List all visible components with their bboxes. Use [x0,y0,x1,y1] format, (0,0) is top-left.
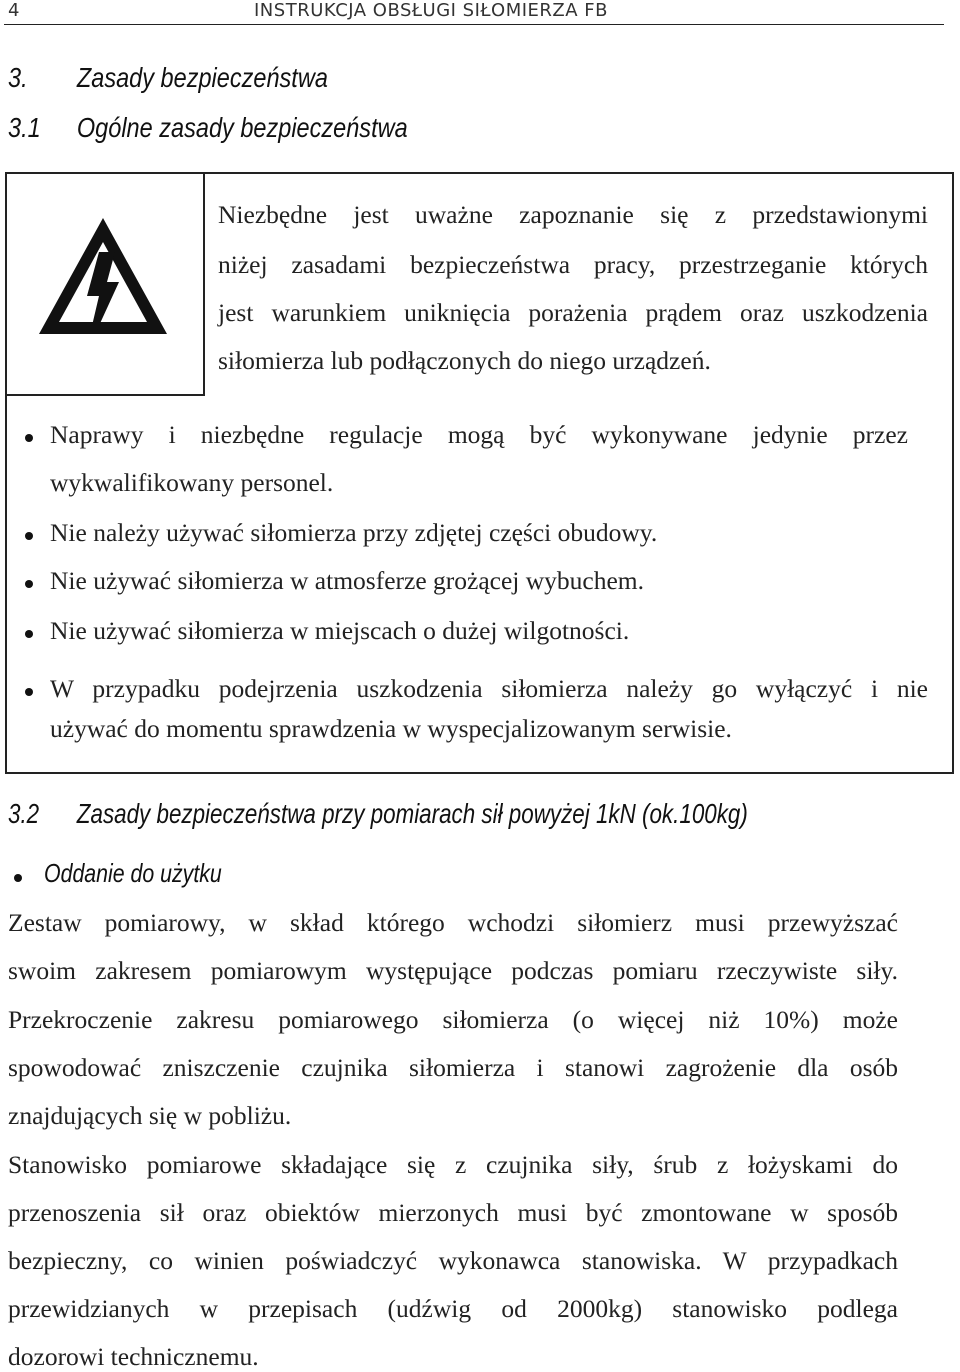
bullet-item-housing: Nie należy używać siłomierza przy zdjętej części obudowy. [50,518,658,547]
bullet-dot [25,688,33,696]
section-3-1-title: Ogólne zasady bezpieczeństwa [76,112,408,143]
running-title: INSTRUKCJA OBSŁUGI SIŁOMIERZA FB [254,0,608,21]
bullet-dot [25,532,33,540]
intro-line: siłomierza lub podłączonych do niego urządzeń. [218,346,711,375]
paragraph-line: znajdujących się w pobliżu. [8,1101,292,1130]
paragraph-line: dozorowi technicznemu. [8,1342,259,1371]
section-3-heading [8,62,328,94]
bullet-item-explosive: Nie używać siłomierza w atmosferze grożącej wybuchem. [50,566,645,595]
bullet-dot [25,434,33,442]
section-3-2-heading [8,798,748,830]
section-3-1-number: 3.1 [8,112,41,143]
section-3-1-heading [8,112,408,144]
section-3-2-title: Zasady bezpieczeństwa przy pomiarach sił powyżej 1kN (ok.100kg) [76,798,748,829]
bullet-dot [25,580,33,588]
bullet-item-repairs: Naprawy i niezbędne regulacje mogą być wykonywane jedynie przez [50,420,908,449]
page-number: 4 [8,0,20,21]
paragraph-line: przenoszenia sił oraz obiektów mierzonych musi być zmontowane w sposób [8,1198,898,1227]
paragraph-line: bezpieczny, co winien poświadczyć wykonawca stanowiska. W przypadkach [8,1246,898,1275]
bullet-item-damage-cont: używać do momentu sprawdzenia w wyspecjalizowanym serwisie. [50,714,732,743]
intro-line: jest warunkiem uniknięcia porażenia prądem oraz uszkodzenia [218,298,928,327]
intro-line: niżej zasadami bezpieczeństwa pracy, przestrzeganie których [218,250,928,279]
paragraph-line: przewidzianych w przepisach (udźwig od 2000kg) stanowisko podlega [8,1294,898,1323]
intro-line: Niezbędne jest uważne zapoznanie się z przedstawionymi [218,200,928,229]
page-header [4,0,944,25]
section-3-2-number: 3.2 [8,798,40,829]
warning-icon-cell [5,172,205,396]
section-3-number: 3. [8,62,28,93]
paragraph-line: swoim zakresem pomiarowym występujące podczas pomiaru rzeczywiste siły. [8,956,898,985]
subheading-commissioning: Oddanie do użytku [44,858,222,888]
bullet-item-repairs-cont: wykwalifikowany personel. [50,468,334,497]
bullet-item-humidity: Nie używać siłomierza w miejscach o dużej wilgotności. [50,616,630,645]
bullet-item-damage: W przypadku podejrzenia uszkodzenia siłomierza należy go wyłączyć i nie [50,674,928,703]
high-voltage-warning-icon [33,212,173,342]
paragraph-line: Przekroczenie zakresu pomiarowego siłomierza (o więcej niż 10%) może [8,1005,898,1034]
paragraph-line: Zestaw pomiarowy, w skład którego wchodzi siłomierz musi przewyższać [8,908,898,937]
paragraph-line: Stanowisko pomiarowe składające się z czujnika siły, śrub z łożyskami do [8,1150,898,1179]
paragraph-line: spowodować zniszczenie czujnika siłomierza i stanowi zagrożenie dla osób [8,1053,898,1082]
bullet-dot [14,874,22,882]
section-3-title: Zasady bezpieczeństwa [76,62,328,93]
bullet-dot [25,630,33,638]
